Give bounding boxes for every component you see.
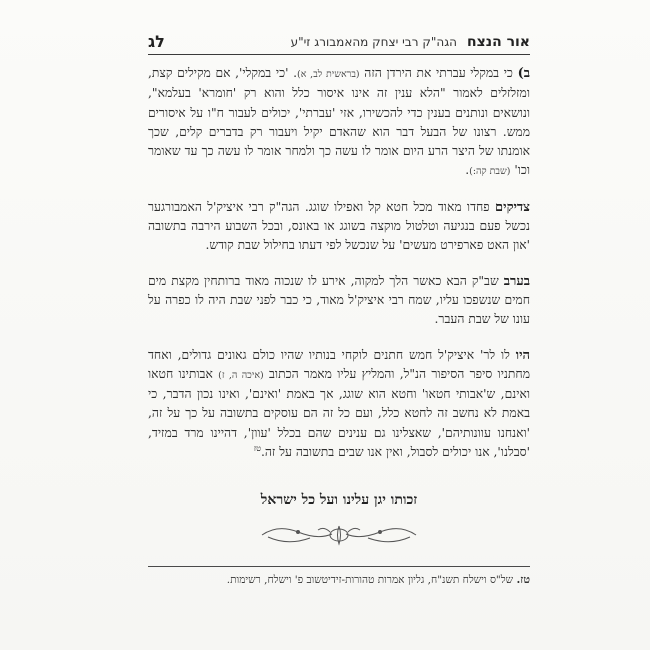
footnote-divider	[148, 566, 530, 567]
page-number: לג	[148, 32, 165, 51]
paragraph-tzadikim	[148, 198, 530, 256]
paragraph-lead: בערב	[503, 273, 530, 289]
footnote	[148, 572, 530, 588]
citation: (איכה ה, ז)	[218, 369, 264, 381]
paragraph-text: אבותינו חטאו ואינם, ש'אבותי חטאו' וחטא הוא שוגג, אך באמת 'ואינם', ואינו נכון הדבר, כי באמת לא נחשב זה לחטא כלל, ועם כל זה הם עוסקים בתשובה על כך על זה, 'ואנחנו עוונותיהם', שאצלינו גם ענינים שהם בכלל 'עוון', דהיינו מרד במזיד, 'סבלנו', אנו יכולים לסבול, ואין אנו שבים בתשובה על זה.	[148, 366, 530, 460]
citation: (שבת קה:)	[469, 166, 511, 178]
paragraph-text: .	[465, 163, 470, 178]
paragraph-lead: צדיקים	[495, 199, 530, 215]
paragraph-text: . 'כי במקלי', אם מקילים קצת, ומזלזלים לאמור "הלא ענין זה אינו איסור כלל והוא רק 'חומרא' בעלמא", ונושאים ונותנים בענין כדי להכשירו, אזי 'עברתי', יכולים לעבור ח"ו על איסורים ממש. רצונו של הבעל דבר הוא שהאדם יקיל ויעבור רק בדברים קלים, שכך אומנתו של היצר הרע היום אומר לו עשה כך ולמחר אומר לו עשה כך עד שאומר וכו'	[148, 66, 530, 178]
decorative-ornament	[258, 520, 420, 550]
footnote-reference: טז	[253, 443, 261, 453]
header-subtitle: הגה"ק רבי יצחק מהאמבורג זי"ע	[290, 35, 457, 49]
paragraph-lead: היו	[515, 347, 530, 363]
paragraph-text: כי במקלי עברתי את הירדן הזה	[359, 66, 518, 80]
paragraph-text: פחדו מאוד מכל חטא קל ואפילו שוגג. הגה"ק רבי איציק'ל האמבורגער נכשל פעם בנגיעה וטלטול מוקצה בשוגג או באונס, ובכל השבוע הירבה בתשובה 'און האט פארפירט מעשים' על שנכשל לפי דעתו בחילול שבת קודש.	[148, 199, 530, 253]
paragraph-hayu	[148, 346, 530, 463]
main-text	[148, 64, 530, 478]
paragraph-beerev	[148, 272, 530, 330]
running-header	[148, 28, 530, 55]
closing-blessing: זכותו יגן עלינו ועל כל ישראל	[260, 492, 418, 508]
paragraph-text: לו לר' איציק'ל חמש חתנים לוקחי בנותיו שהיו כולם גאונים גדולים, ואחד מחתניו סיפר הסיפור הנ"ל, והמליץ עליו מאמר הכתוב	[148, 347, 530, 381]
footnote-text: של"ס וישלח תשנ"ח, גליון אמרות טהורות-זידיטשוב פ' וישלח, רשימות.	[226, 574, 517, 586]
paragraph-b	[148, 64, 530, 182]
paragraph-lead: ב)	[517, 66, 531, 81]
paragraph-text: שב"ק הבא כאשר הלך למקוה, אירע לו שנכוה מאוד ברותחין מקצת מים חמים שנשפכו עליו, שמח רבי איציק'ל מאוד, כי כבר לפני שבת היה לו כפרה על עונו של שבת העבר.	[148, 273, 530, 327]
citation: (בראשית לב, א)	[297, 69, 360, 80]
book-title: אור הנצח	[466, 34, 530, 50]
footnote-label: טז.	[516, 573, 530, 586]
